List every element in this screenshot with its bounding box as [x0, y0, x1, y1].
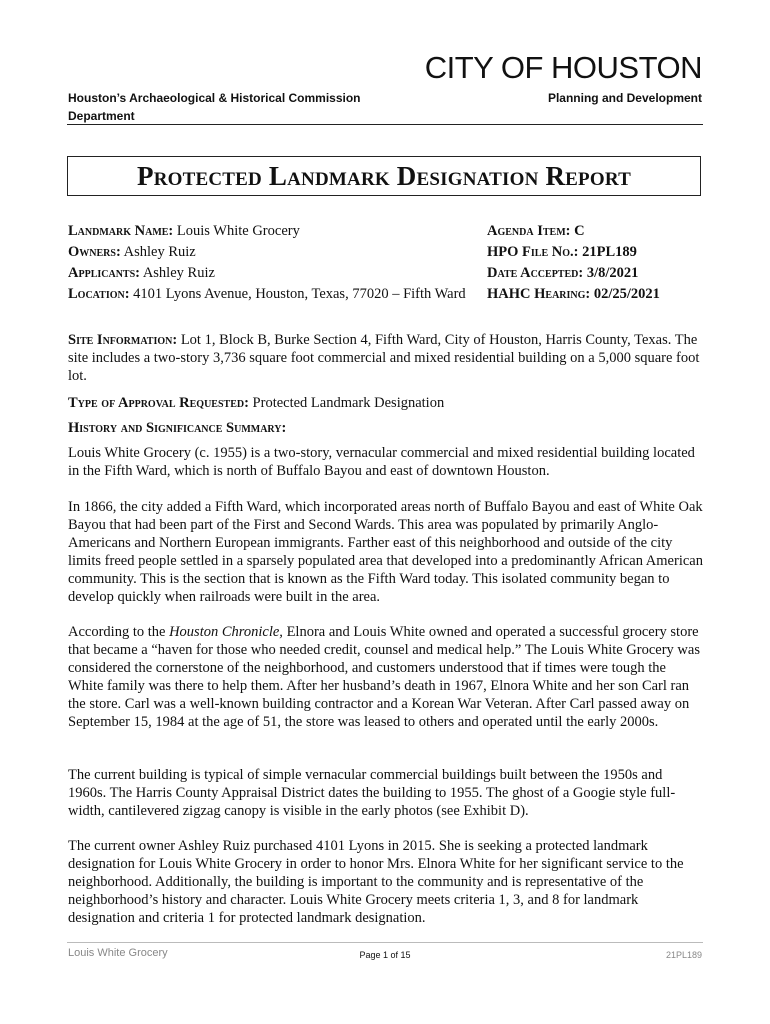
landmark-name-label: Landmark Name:: [68, 223, 174, 239]
hahc-hearing-row: [487, 285, 707, 303]
hahc-hearing-value: 02/25/2021: [593, 286, 660, 302]
landmark-name-value: Louis White Grocery: [176, 223, 300, 239]
landmark-name-row: [68, 222, 468, 240]
date-accepted-row: [487, 264, 707, 282]
history-heading: [68, 419, 704, 437]
city-title: CITY OF HOUSTON: [424, 50, 702, 85]
location-label: Location:: [68, 286, 130, 302]
hpo-file-value: 21PL189: [582, 244, 637, 260]
location-row: [68, 285, 468, 303]
applicants-label: Applicants:: [68, 265, 140, 281]
hahc-hearing-label: HAHC Hearing:: [487, 286, 591, 302]
site-information: [68, 331, 704, 385]
date-accepted-label: Date Accepted:: [487, 265, 584, 281]
owners-row: [68, 243, 468, 261]
agenda-item-row: [487, 222, 707, 240]
paragraph-3-text: Elnora and Louis White owned and operated a successful grocery store that became a “haven for those who needed credit, counsel and medical help.” The Louis White Grocery was considered the cornerstone of the neighborhood, and customers understood that if times were tough the White family was there to help them. After her husband’s death in 1967, Elnora White and her son Carl ran the store. Carl was a well-known building contractor and a Korean War Veteran. After Carl passed away on September 15, 1984 at the age of 51, the store was leased to others and operated until the early 2000s.: [68, 624, 700, 730]
hpo-file-label: HPO File No.:: [487, 244, 579, 260]
paragraph-3-lead: According to the: [68, 624, 170, 640]
paragraph-5-text: The current owner Ashley Ruiz purchased 4101 Lyons in 2015. She is seeking a protected landmark designation for Louis White Grocery in order to honor Mrs. Elnora White for her significant service to the neighborhood. Additionally, the building is important to the community and is representative of the neighborhood’s history and character. Louis White Grocery meets criteria 1, 3, and 8 for landmark designation and criteria 1 for protected landmark designation.: [68, 838, 684, 926]
agenda-item-label: Agenda Item:: [487, 223, 571, 239]
owners-value: Ashley Ruiz: [123, 244, 196, 260]
paragraph-2-text: In 1866, the city added a Fifth Ward, which incorporated areas north of Buffalo Bayou and east of White Oak Bayou that had been part of the First and Second Wards. This area was populated by primarily Anglo-Americans and Northern European immigrants. Farther east of this neighborhood and outside of the city limits freed people settled in a sparsely populated area that developed into a predominantly African American community. This is the section that is known as the Fifth Ward today. This isolated community began to develop quickly when railroads were built in the area.: [68, 499, 703, 605]
footer-file-number: 21PL189: [665, 950, 702, 960]
applicants-row: [68, 264, 468, 282]
applicants-value: Ashley Ruiz: [142, 265, 215, 281]
owners-label: Owners:: [68, 244, 121, 260]
paragraph-4: [68, 766, 704, 820]
paragraph-2: [68, 498, 704, 606]
location-value: 4101 Lyons Avenue, Houston, Texas, 77020 – Fifth Ward: [133, 286, 466, 302]
type-of-approval-label: Type of Approval Requested:: [68, 395, 249, 411]
header-divider: [67, 124, 703, 125]
date-accepted-value: 3/8/2021: [586, 265, 639, 281]
agenda-details: [487, 222, 707, 306]
footer-landmark-name: Louis White Grocery: [68, 947, 168, 959]
site-information-text: Lot 1, Block B, Burke Section 4, Fifth Ward, City of Houston, Harris County, Texas. The site includes a two-story 3,736 square foot commercial and mixed residential building on a 5,000 square foot lot.: [68, 332, 700, 384]
page-number: Page 1 of 15: [359, 950, 411, 960]
history-heading-label: History and Significance Summary:: [68, 420, 287, 436]
agenda-item-value: C: [574, 223, 585, 239]
paragraph-1-text: Louis White Grocery (c. 1955) is a two-story, vernacular commercial and mixed residential building located in the Fifth Ward, which is north of Buffalo Bayou and east of downtown Houston.: [68, 445, 695, 479]
hpo-file-row: [487, 243, 707, 261]
paragraph-3: [68, 623, 704, 731]
type-of-approval-text: Protected Landmark Designation: [252, 395, 445, 411]
commission-name: Houston’s Archaeological & Historical Commission Department: [68, 91, 361, 123]
newspaper-title: Houston Chronicle,: [169, 624, 283, 640]
paragraph-4-text: The current building is typical of simple vernacular commercial buildings built between the 1950s and 1960s. The Harris County Appraisal District dates the building to 1955. The ghost of a Googie style full-width, cantilevered zigzag canopy is visible in the early photos (see Exhibit D).: [68, 767, 676, 819]
paragraph-1: [68, 444, 704, 480]
paragraph-5: [68, 837, 704, 927]
landmark-details: [68, 222, 468, 303]
report-title: Protected Landmark Designation Report: [67, 156, 701, 196]
department-name: Planning and Development: [547, 91, 702, 105]
site-information-label: Site Information:: [68, 332, 178, 348]
type-of-approval: [68, 394, 704, 412]
footer-divider: [67, 942, 703, 943]
